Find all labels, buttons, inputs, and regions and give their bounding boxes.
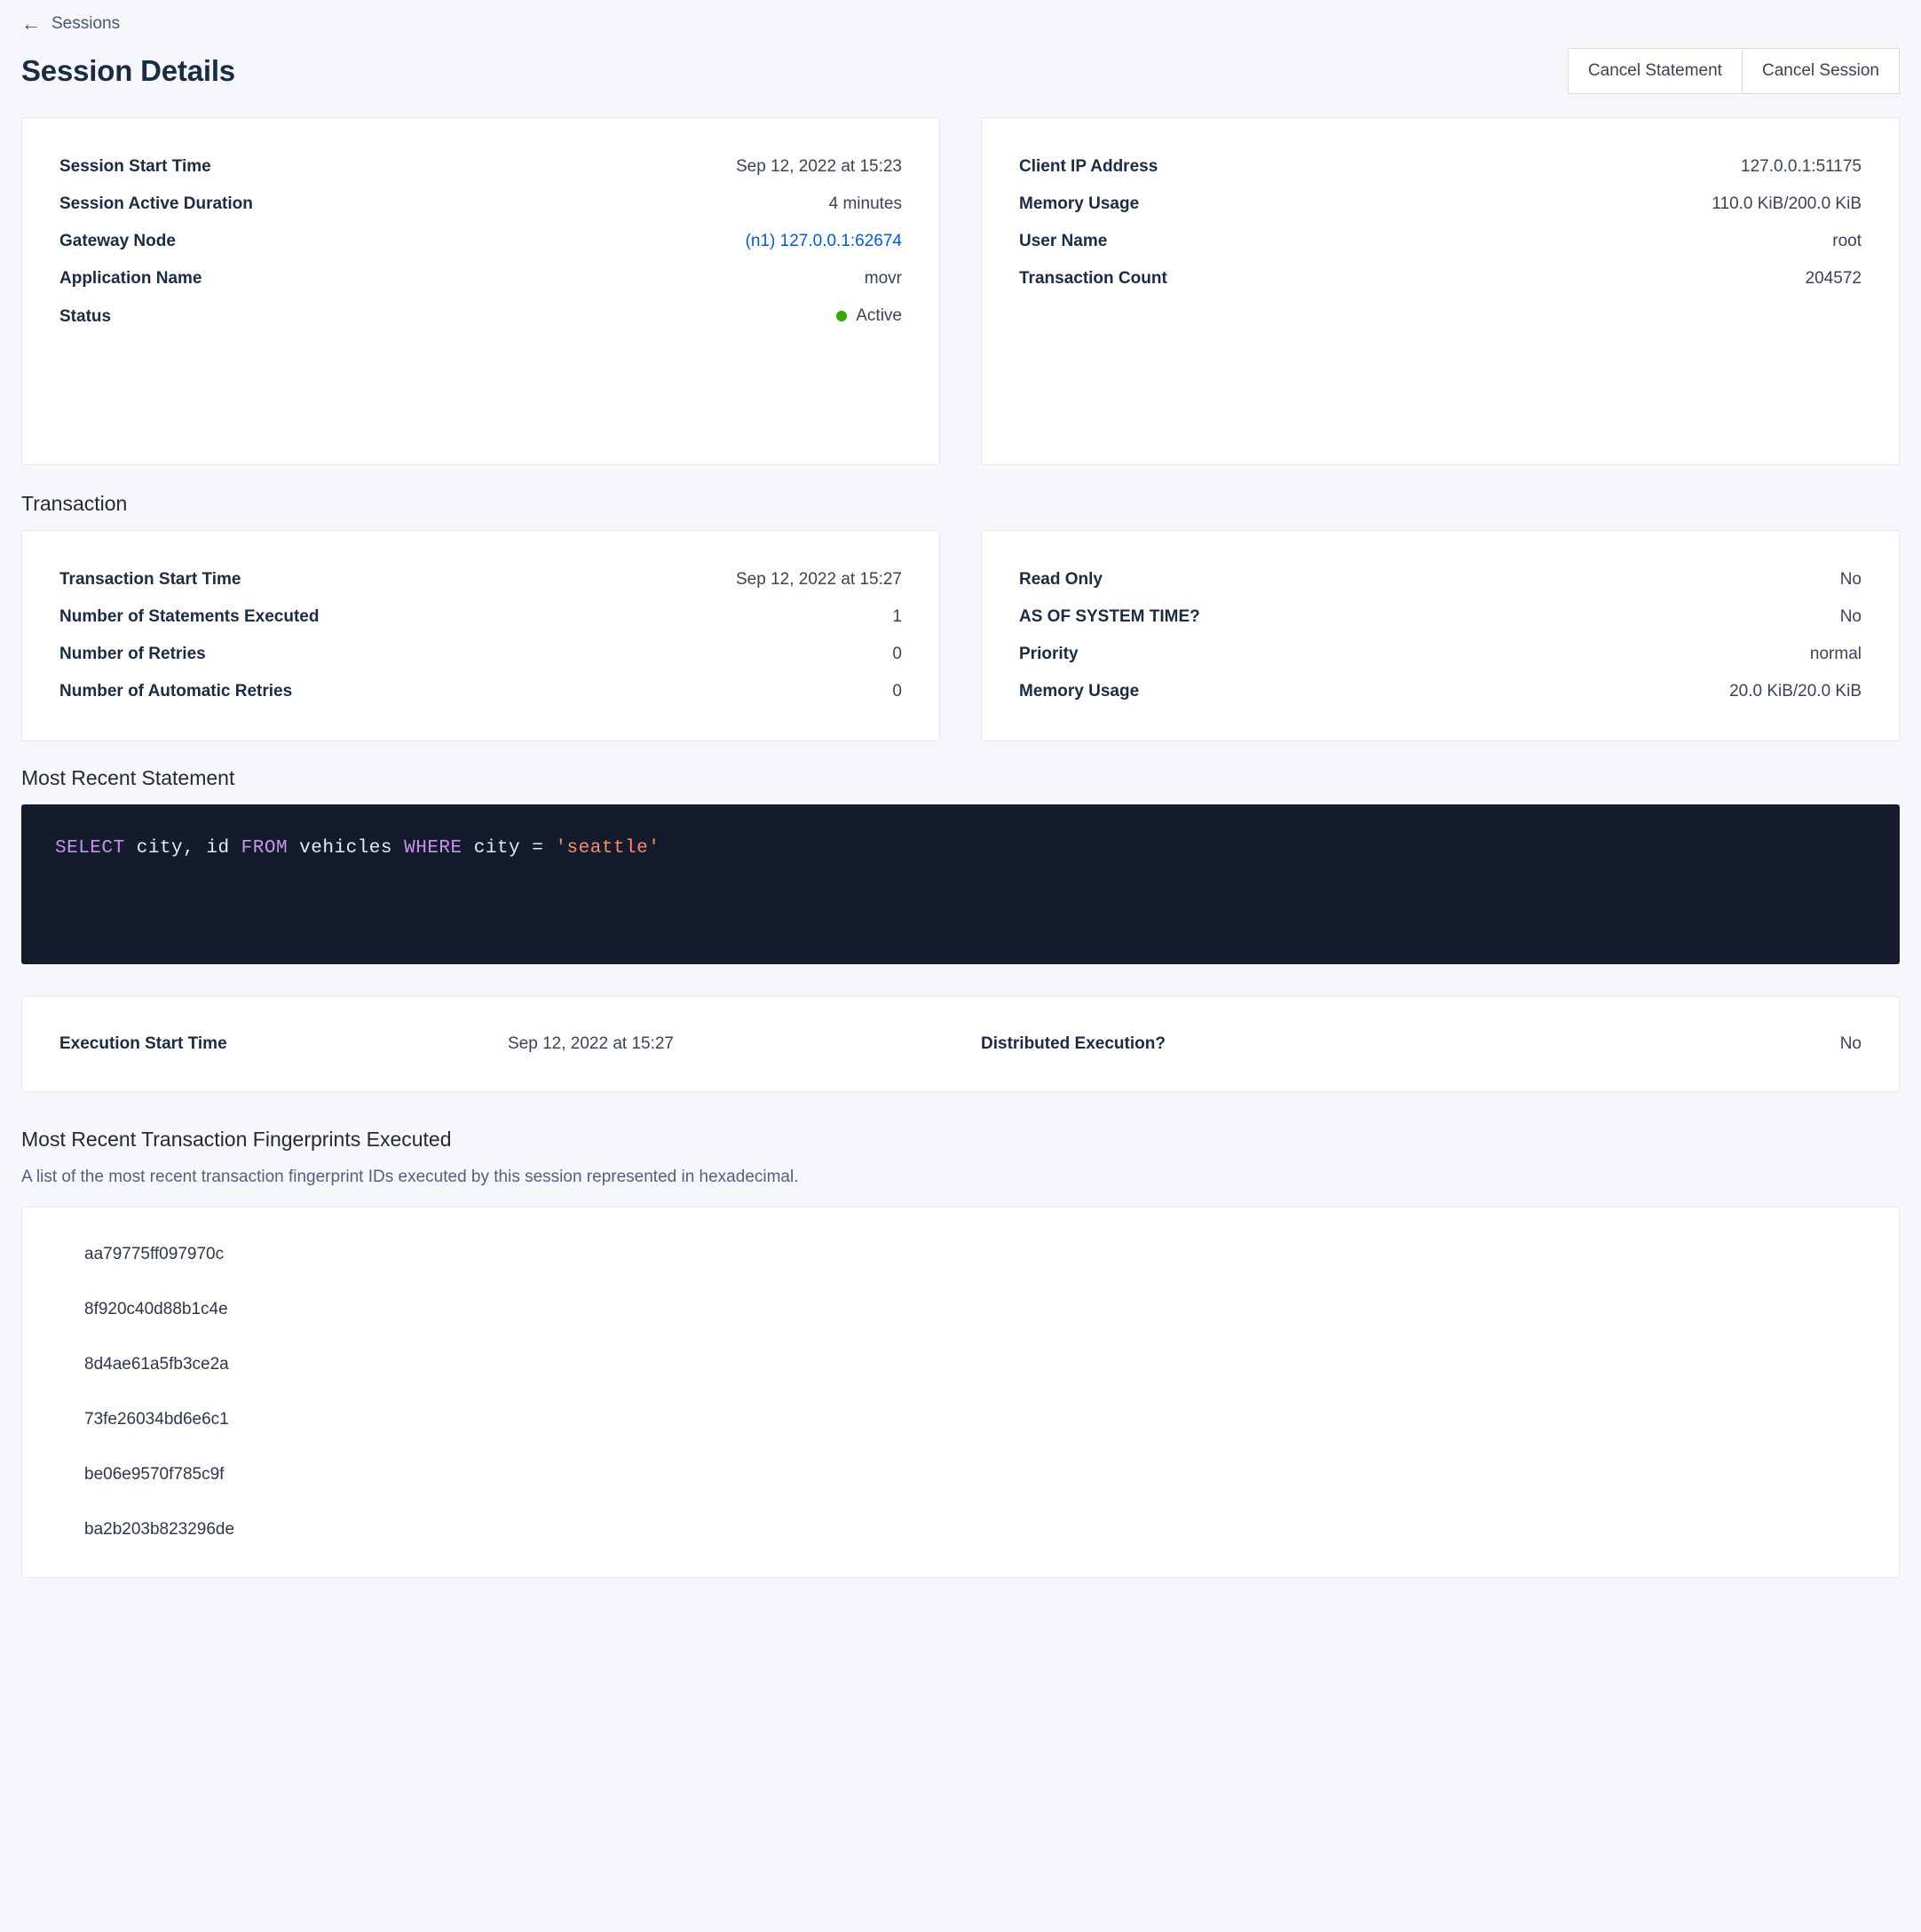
value: No: [1839, 1034, 1862, 1053]
row-transaction-count: [1019, 260, 1862, 297]
sql-token-predicate: city =: [462, 838, 556, 859]
list-item[interactable]: 8f920c40d88b1c4e: [84, 1300, 228, 1318]
value: 1: [892, 607, 902, 626]
value: No: [1839, 570, 1862, 589]
list-item[interactable]: aa79775ff097970c: [84, 1245, 225, 1263]
header-actions: [1568, 48, 1900, 94]
breadcrumb-label[interactable]: Sessions: [51, 14, 121, 33]
row-memory-usage: [1019, 186, 1862, 223]
label: Memory Usage: [1019, 682, 1140, 701]
value: normal: [1809, 645, 1862, 663]
label: AS OF SYSTEM TIME?: [1019, 607, 1200, 626]
statement-section-title: Most Recent Statement: [21, 766, 235, 789]
sql-token-string-literal: 'seattle': [555, 838, 660, 859]
row-session-start-time: [59, 148, 902, 186]
list-item[interactable]: ba2b203b823296de: [84, 1520, 235, 1539]
fingerprints-section-title: Most Recent Transaction Fingerprints Executed: [21, 1128, 452, 1151]
value: 0: [892, 645, 902, 663]
value: movr: [864, 269, 902, 288]
value: 127.0.0.1:51175: [1741, 157, 1862, 176]
list-item[interactable]: be06e9570f785c9f: [84, 1465, 225, 1484]
sql-code-text: [55, 838, 1866, 859]
value: Sep 12, 2022 at 15:27: [508, 1034, 674, 1053]
value: 0: [892, 682, 902, 701]
value: Sep 12, 2022 at 15:23: [736, 157, 902, 176]
sql-code-block: [21, 804, 1900, 964]
label: Transaction Start Time: [59, 570, 241, 589]
sql-token-from: FROM: [241, 838, 289, 859]
status-label: Active: [856, 306, 902, 325]
label: Execution Start Time: [59, 1034, 227, 1053]
sql-token-where: WHERE: [404, 838, 462, 859]
value: No: [1839, 607, 1862, 626]
label: Distributed Execution?: [981, 1034, 1166, 1053]
cancel-statement-button[interactable]: Cancel Statement: [1568, 48, 1742, 94]
label: Status: [59, 307, 112, 326]
transaction-card-left: [21, 530, 940, 741]
page-title: Session Details: [21, 54, 235, 87]
row-transaction-memory-usage: [1019, 673, 1862, 710]
session-summary-row: [21, 117, 1900, 465]
label: Number of Statements Executed: [59, 607, 320, 626]
page-header: [21, 37, 1900, 117]
value: 204572: [1805, 269, 1862, 288]
back-arrow-icon[interactable]: ←: [21, 12, 41, 35]
transaction-summary-row: [21, 530, 1900, 741]
label: Gateway Node: [59, 232, 176, 250]
status-badge: [836, 306, 902, 326]
transaction-card-right: [981, 530, 1900, 741]
gateway-node-link[interactable]: (n1) 127.0.0.1:62674: [745, 232, 902, 250]
row-priority: [1019, 636, 1862, 673]
label: Transaction Count: [1019, 269, 1167, 288]
label: Application Name: [59, 269, 202, 288]
label: Read Only: [1019, 570, 1103, 589]
value: root: [1832, 232, 1862, 250]
row-session-active-duration: [59, 186, 902, 223]
execution-details-card: [21, 996, 1900, 1092]
transaction-section-title: Transaction: [21, 492, 128, 515]
status-dot-icon: [836, 311, 847, 321]
value: 4 minutes: [828, 194, 902, 213]
sql-token-columns: city, id: [124, 838, 241, 859]
label: Number of Automatic Retries: [59, 682, 293, 701]
fingerprints-description: A list of the most recent transaction fingerprint IDs executed by this session represented in hexadecimal.: [21, 1168, 799, 1186]
session-details-card-left: [21, 117, 940, 465]
list-item[interactable]: 73fe26034bd6e6c1: [84, 1410, 229, 1429]
value: 20.0 KiB/20.0 KiB: [1729, 682, 1862, 701]
label: Client IP Address: [1019, 157, 1158, 176]
label: Session Active Duration: [59, 194, 253, 213]
row-read-only: [1019, 561, 1862, 598]
label: Priority: [1019, 645, 1079, 663]
row-application-name: [59, 260, 902, 297]
label: Session Start Time: [59, 157, 211, 176]
sql-token-table: vehicles: [288, 838, 405, 859]
label: Number of Retries: [59, 645, 206, 663]
fingerprints-list: [21, 1207, 1900, 1578]
row-execution-start-time: [59, 1024, 940, 1065]
row-distributed-execution: [981, 1024, 1862, 1065]
session-details-card-right: [981, 117, 1900, 465]
value: Sep 12, 2022 at 15:27: [736, 570, 902, 589]
row-transaction-start-time: [59, 561, 902, 598]
cancel-session-button[interactable]: Cancel Session: [1742, 48, 1900, 94]
sql-token-select: SELECT: [55, 838, 125, 859]
label: User Name: [1019, 232, 1108, 250]
value: 110.0 KiB/200.0 KiB: [1712, 194, 1862, 213]
row-statements-executed: [59, 598, 902, 636]
row-user-name: [1019, 223, 1862, 260]
row-number-of-automatic-retries: [59, 673, 902, 710]
row-number-of-retries: [59, 636, 902, 673]
row-client-ip-address: [1019, 148, 1862, 186]
label: Memory Usage: [1019, 194, 1140, 213]
breadcrumb[interactable]: [21, 0, 1900, 37]
row-gateway-node: [59, 223, 902, 260]
list-item[interactable]: 8d4ae61a5fb3ce2a: [84, 1355, 229, 1374]
row-status: [59, 297, 902, 336]
row-as-of-system-time: [1019, 598, 1862, 636]
